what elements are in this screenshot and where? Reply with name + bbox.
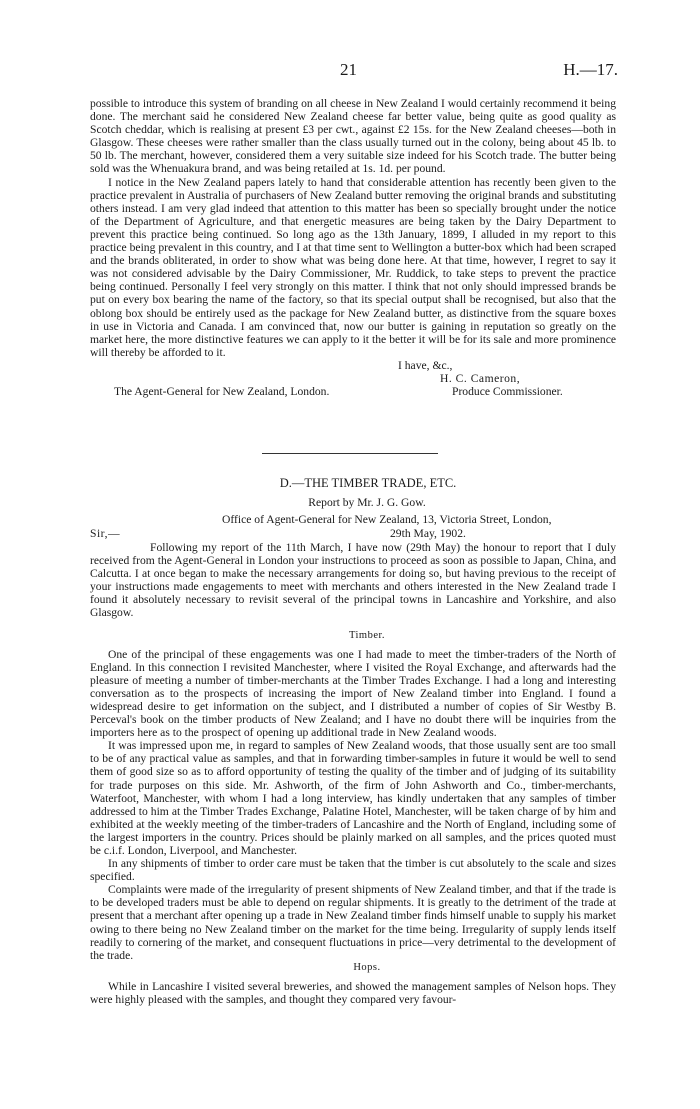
signer-title: Produce Commissioner.	[452, 385, 563, 399]
page-number: 21	[340, 60, 357, 79]
section-d	[90, 476, 616, 1006]
office-address: Office of Agent-General for New Zealand, 13, Victoria Street, London,	[222, 513, 552, 526]
subheading-hops: Hops.	[353, 961, 381, 973]
addressee: The Agent-General for New Zealand, London.	[114, 385, 330, 399]
paragraph: I notice in the New Zealand papers lately to hand that considerable attention has recently been given to the practice prevalent in Australia of purchasers of New Zealand butter removing the original brands and substituting others instead. I am very glad indeed that attention to this matter has been so specially brought under the notice of the Department of Agriculture, and that energetic measures are being taken by the Dairy Department to prevent this practice being continued. So long ago as the 13th January, 1899, I alluded in my report to this practice being prevalent in this country, and I at that time sent to Wellington a butter-box which had been scraped and the brands obliterated, in order to show what was being done here. At that time, however, I regret to say it was not considered advisable by the Dairy Commissioner, Mr. Ruddick, to take steps to prevent the practice being continued. Personally I feel very strongly on this matter. I think that not only should impressed brands be put on every box bearing the name of the factory, so that its special output shall be recognised, but also that the oblong box should be entirely used as the package for New Zealand butter, as distinctive from the square boxes in use in Victoria and Canada. I am convinced that, now our butter is gaining in reputation so greatly on the market here, the more distinctive features we can apply to it the better it will be for its sale and more prominence will thereby be afforded to it.	[90, 175, 616, 359]
letter-date: 29th May, 1902.	[390, 527, 466, 540]
paragraph: Following my report of the 11th March, I have now (29th May) the honour to report that I duly received from the Agent-General in London your instructions to proceed as soon as possible to Japan, China, and Calcutta. I at once began to make the necessary arrangements for doing so, but having previous to the receipt of your instructions made engagements to meet with merchants and others interested in the New Zealand trade I found it absolutely necessary to revisit several of the principal towns in Lancashire and Yorkshire, and also Glasgow.	[90, 541, 616, 620]
date-line	[90, 527, 616, 541]
document-reference: H.—17.	[563, 60, 618, 79]
signer-name: H. C. Cameron,	[440, 372, 521, 386]
closing: I have, &c.,	[398, 358, 453, 372]
letter-body	[90, 97, 616, 399]
closing-row	[90, 359, 616, 372]
addressee-row	[90, 385, 616, 398]
paragraph: In any shipments of timber to order care must be taken that the timber is cut absolutely to the scale and sizes specified.	[90, 857, 616, 884]
section-divider	[262, 453, 438, 454]
paragraph: possible to introduce this system of branding on all cheese in New Zealand I would certainly recommend it being done. The merchant said he considered New Zealand cheese far better value, being quite as good quality as Scotch cheddar, which is realising at present £3 per cwt., against £2 15s. for the New Zealand cheeses—both in Glasgow. These cheeses were rather smaller than the class usually turned out in the colony, being about 45 lb. to 50 lb. The merchant, however, considered them a very suitable size indeed for his Scotch trade. The butter being sold was the Whenuakura brand, and was being retailed at 1s. 1d. per pound.	[90, 97, 616, 176]
signer-row	[90, 372, 616, 385]
office-line	[90, 513, 616, 527]
subheading-timber: Timber.	[348, 629, 386, 641]
report-byline: Report by Mr. J. G. Gow.	[308, 496, 426, 509]
page-header	[0, 60, 700, 84]
paragraph: Complaints were made of the irregularity of present shipments of New Zealand timber, and that if the trade is to be developed traders must be able to depend on regular shipments. It is greatly to the detriment of the trade at present that a merchant after opening up a trade in New Zealand timber finds himself unable to supply his market owing to there being no New Zealand timber on the market for the time being. Irregularity of supply lends itself readily to cornering of the market, and consequent fluctuations in price—very detrimental to the development of the trade.	[90, 883, 616, 962]
paragraph: While in Lancashire I visited several breweries, and showed the management samples of Nelson hops. They were highly pleased with the samples, and thought they compared very favour-	[90, 979, 616, 1006]
paragraph: It was impressed upon me, in regard to samples of New Zealand woods, that those usually sent are too small to be of any practical value as samples, and that in forwarding timber-samples in future it would be well to send them of good size so as to afford opportunity of testing the quality of the timber and of judging of its suitability for trade purposes on this side. Mr. Ashworth, of the firm of John Ashworth and Co., timber-merchants, Waterfoot, Manchester, with whom I had a long interview, has kindly undertaken that any samples of timber addressed to him at the Timber Trades Exchange, Palatine Hotel, Manchester, will be taken charge of by him and exhibited at the weekly meeting of the timber-traders of Lancashire and the North of England, including some of the largest importers in the country. Prices should be plainly marked on all samples, and the prices quoted must be c.i.f. London, Liverpool, and Manchester.	[90, 739, 616, 857]
section-heading: D.—THE TIMBER TRADE, ETC.	[279, 476, 457, 490]
paragraph: One of the principal of these engagements was one I had made to meet the timber-traders of the North of England. In this connection I revisited Manchester, where I visited the Royal Exchange, and afterwards had the pleasure of meeting a number of timber-merchants at the Timber Trades Exchange. I had a long and interesting conversation as to the prospects of increasing the import of New Zealand timber into England. I found a widespread desire to get information on the subject, and I distributed a number of copies of Sir Westby B. Perceval's book on the timber products of New Zealand; and I have no doubt there will be inquiries from the importers here as to the prospect of opening up additional trade in New Zealand woods.	[90, 647, 616, 740]
salutation: Sir,—	[90, 527, 121, 540]
